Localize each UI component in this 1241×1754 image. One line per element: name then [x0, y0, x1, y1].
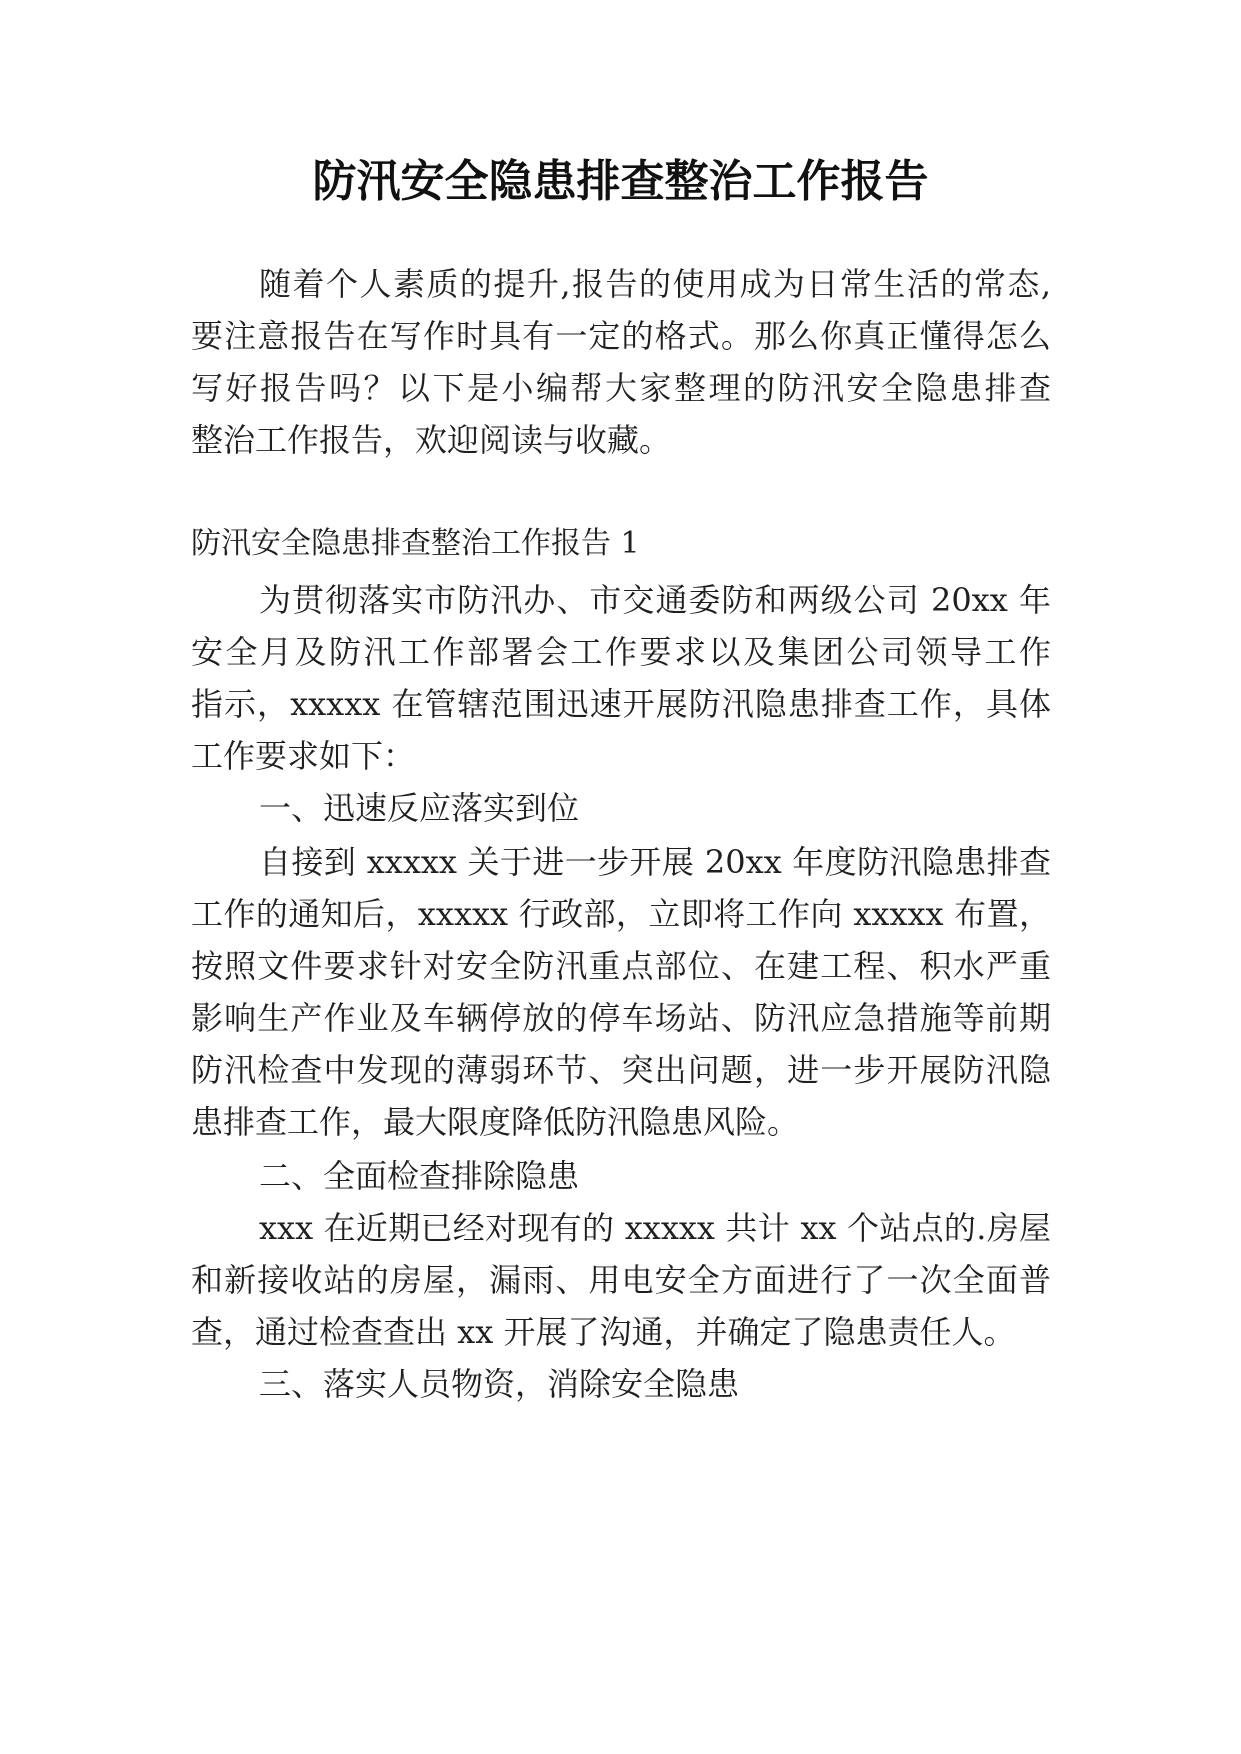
paragraph-1-line-4: 工作要求如下：	[191, 737, 416, 775]
heading-3: 三、落实人员物资，消除安全隐患	[259, 1365, 740, 1403]
paragraph-3-line-2: 和新接收站的房屋，漏雨、用电安全方面进行了一次全面普	[191, 1261, 1051, 1299]
paragraph-2-line-3: 按照文件要求针对安全防汛重点部位、在建工程、积水严重	[191, 947, 1051, 985]
paragraph-1-line-1: 为贯彻落实市防汛办、市交通委防和两级公司 20xx 年	[259, 581, 1051, 619]
intro-line-1: 随着个人素质的提升,报告的使用成为日常生活的常态,	[259, 265, 1051, 303]
paragraph-2-line-4: 影响生产作业及车辆停放的停车场站、防汛应急措施等前期	[191, 999, 1051, 1037]
intro-line-3: 写好报告吗？以下是小编帮大家整理的防汛安全隐患排查	[191, 369, 1051, 407]
heading-1: 一、迅速反应落实到位	[259, 789, 580, 827]
intro-line-4: 整治工作报告，欢迎阅读与收藏。	[191, 421, 672, 459]
paragraph-1-line-3: 指示，xxxxx 在管辖范围迅速开展防汛隐患排查工作，具体	[191, 685, 1051, 723]
intro-line-2: 要注意报告在写作时具有一定的格式。那么你真正懂得怎么	[191, 317, 1051, 355]
paragraph-1-line-2: 安全月及防汛工作部署会工作要求以及集团公司领导工作	[191, 633, 1051, 671]
paragraph-3-line-1: xxx 在近期已经对现有的 xxxxx 共计 xx 个站点的.房屋	[259, 1209, 1051, 1247]
heading-2: 二、全面检查排除隐患	[259, 1157, 580, 1195]
page-title: 防汛安全隐患排查整治工作报告	[312, 156, 929, 207]
paragraph-3-line-3: 查，通过检查查出 xx 开展了沟通，并确定了隐患责任人。	[191, 1313, 1016, 1351]
section-title: 防汛安全隐患排查整治工作报告 1	[191, 526, 640, 561]
paragraph-2-line-5: 防汛检查中发现的薄弱环节、突出问题，进一步开展防汛隐	[191, 1051, 1051, 1089]
paragraph-2-line-2: 工作的通知后，xxxxx 行政部，立即将工作向 xxxxx 布置，	[191, 895, 1051, 933]
paragraph-2-line-6: 患排查工作，最大限度降低防汛隐患风险。	[191, 1103, 800, 1141]
paragraph-2-line-1: 自接到 xxxxx 关于进一步开展 20xx 年度防汛隐患排查	[259, 843, 1051, 881]
